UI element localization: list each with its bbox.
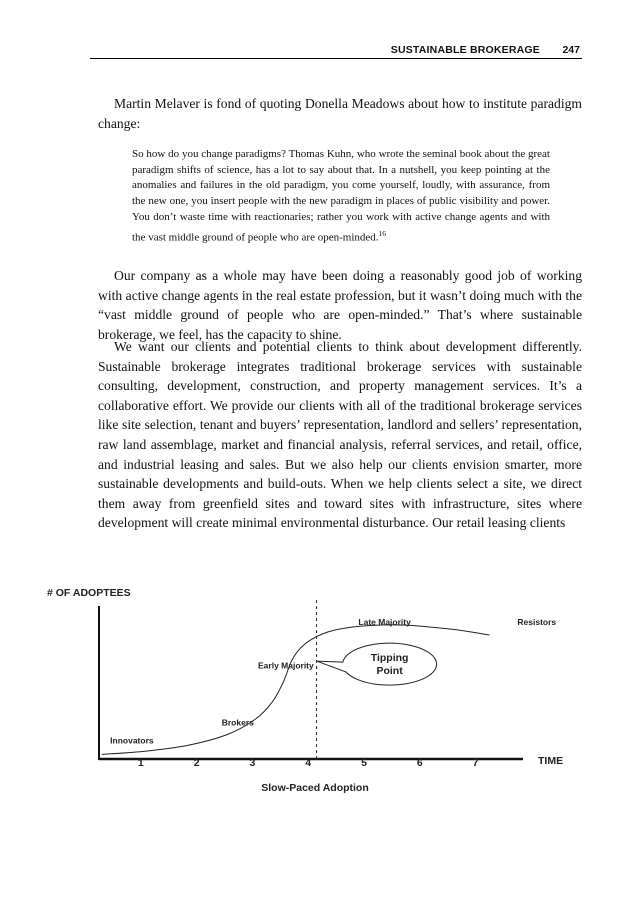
y-axis-label: # OF ADOPTEES	[47, 587, 131, 599]
x-axis-label: TIME	[538, 755, 564, 767]
curve-annotations	[110, 617, 556, 746]
adoption-curve	[102, 625, 490, 755]
adoption-chart	[0, 580, 629, 810]
intro-paragraph: Martin Melaver is fond of quoting Donella Meadows about how to institute paradigm change:	[98, 96, 582, 131]
running-head	[90, 42, 582, 59]
curve-annotation: Late Majority	[358, 617, 411, 628]
x-tick-label: 1	[137, 757, 144, 769]
running-head-title: SUSTAINABLE BROKERAGE	[390, 44, 540, 56]
curve-annotation: Brokers	[221, 717, 254, 728]
curve-annotation: Innovators	[110, 735, 154, 746]
tipping-point-label-line2: Point	[376, 665, 403, 678]
page-number: 247	[562, 44, 580, 56]
x-tick-label: 2	[193, 757, 200, 769]
x-tick-label: 3	[249, 757, 256, 769]
curve-annotation: Resistors	[517, 617, 557, 628]
block-quote-text: So how do you change paradigms? Thomas Kuhn, who wrote the seminal book about the great paradigm shifts of science, has a lot to say about that. In a nutshell, you keep pointing at the anomalies and failures in the old paradigm, you come yourself, loudly, with assurance, from the new one, you insert people with the new paradigm in places of public visibility and power. You don’t waste time with reactionaries; rather you work with active change agents and with the vast middle ground of people who are open-minded.	[132, 148, 550, 244]
curve-annotation: Early Majority	[258, 660, 314, 671]
x-tick-label: 7	[472, 757, 479, 769]
tipping-point-label-line1: Tipping	[370, 652, 409, 665]
x-tick-label: 5	[361, 757, 367, 769]
footnote-reference: 16	[378, 228, 387, 238]
figure-caption: Slow-Paced Adoption	[261, 782, 369, 794]
company-paragraph: Our company as a whole may have been doing a reasonably good job of working with active change agents in the real estate profession, but it wasn’t doing much with the “vast middle ground of people who are open-minded.” That’s where sustainable brokerage, we feel, has the capacity to shine.	[98, 268, 582, 342]
x-tick-label: 4	[305, 757, 312, 769]
clients-paragraph: We want our clients and potential clients to think about development differently. Sustainable brokerage integrates traditional brokerage services with sustainable consulting, development, construction, and property management services. It’s a collaborative effort. We provide our clients with all of the traditional brokerage services like site selection, tenant and buyers’ representation, landlord and sellers’ representation, raw land assemblage, market and financial analysis, referral services, and retail, office, and industrial leasing and sales. But we also help our clients envision smarter, more sustainable developments and build-outs. When we help clients select a site, we direct them away from greenfield sites and toward sites with infrastructure, sites where development will create minimal environmental disturbance. Our retail leasing clients	[98, 339, 582, 531]
x-tick-label: 6	[416, 757, 423, 769]
block-quote	[132, 147, 550, 246]
adoption-figure	[0, 580, 629, 810]
